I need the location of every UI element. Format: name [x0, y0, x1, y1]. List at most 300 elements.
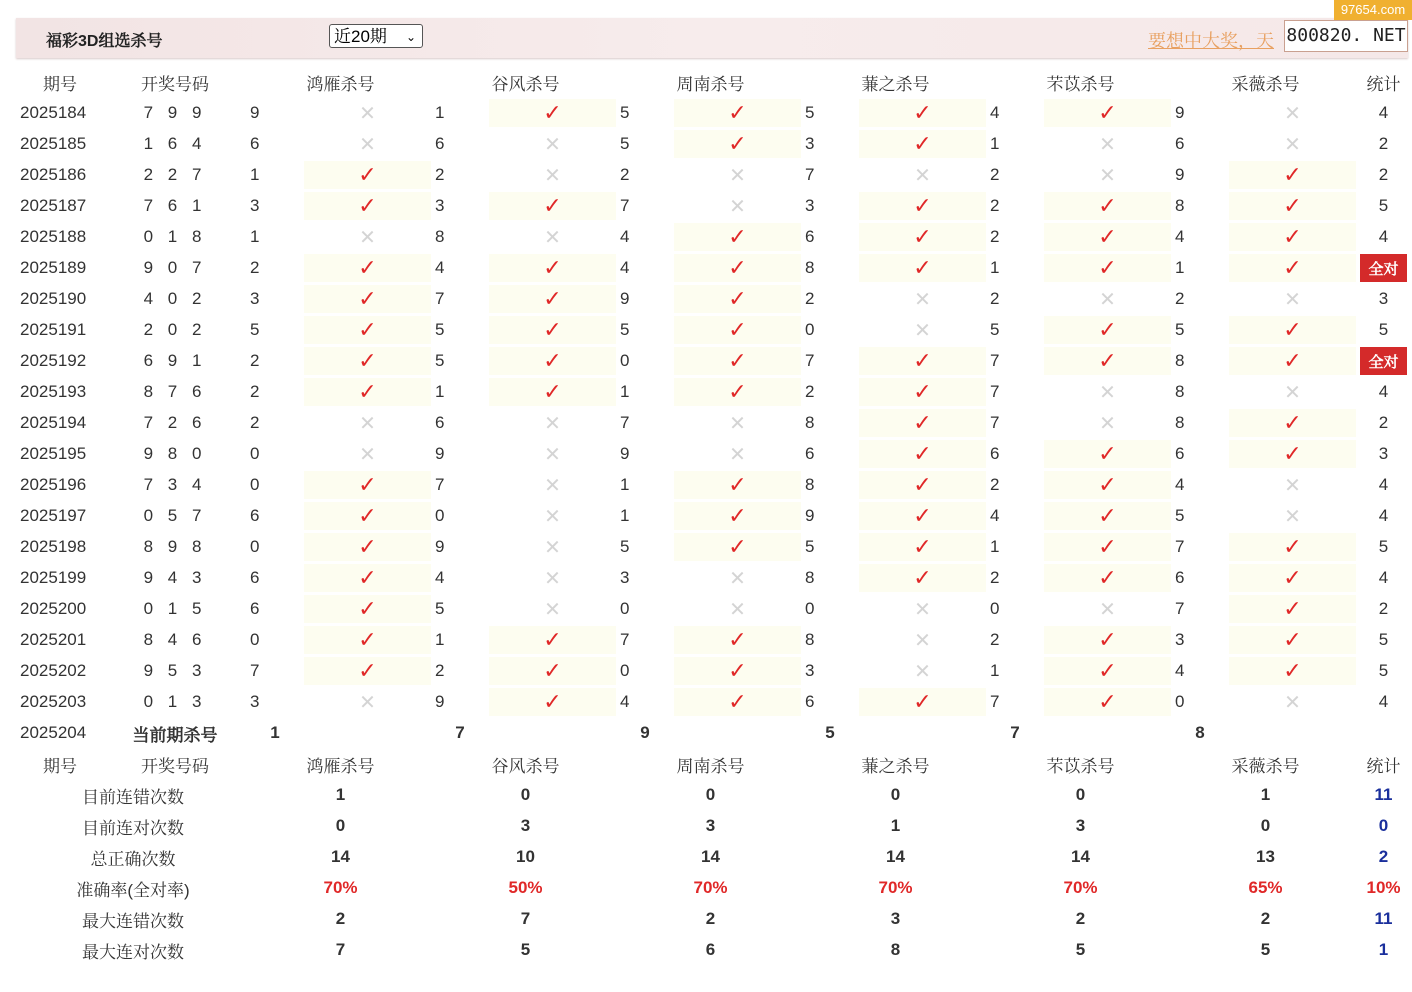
- draw-number-cell: 1 6 4: [104, 130, 246, 158]
- check-icon: ✓: [358, 162, 377, 187]
- check-icon: ✓: [358, 472, 377, 497]
- result-cell: [674, 533, 801, 561]
- summary-label: 最大连错次数: [20, 905, 246, 933]
- cross-icon: ✕: [544, 567, 561, 590]
- result-cell: [1229, 595, 1356, 623]
- summary-value: 0: [435, 781, 616, 809]
- result-cell: [1044, 502, 1171, 530]
- result-cell: [674, 99, 801, 127]
- draw-number-cell: 0 5 7: [104, 502, 246, 530]
- check-icon: ✓: [1098, 472, 1117, 497]
- kill-number-cell: 1: [435, 99, 485, 127]
- kill-number-cell: 1: [1175, 254, 1225, 282]
- stat-cell: 3: [1360, 440, 1407, 468]
- check-icon: ✓: [1098, 255, 1117, 280]
- summary-header-row: [20, 750, 1407, 778]
- table-row: [20, 378, 1407, 406]
- result-cell: [304, 223, 431, 251]
- summary-stat: 1: [1360, 936, 1407, 964]
- kill-number-cell: 8: [1175, 192, 1225, 220]
- kill-number-cell: 5: [620, 533, 670, 561]
- col-header-expert: 鸿雁杀号: [250, 68, 431, 96]
- check-icon: ✓: [358, 348, 377, 373]
- summary-stat: 10%: [1360, 874, 1407, 902]
- check-icon: ✓: [1098, 317, 1117, 342]
- summary-value: 70%: [620, 874, 801, 902]
- kill-number-cell: 3: [250, 192, 300, 220]
- cross-icon: ✕: [359, 226, 376, 249]
- kill-number-cell: 0: [620, 657, 670, 685]
- summary-value: 2: [620, 905, 801, 933]
- kill-number-cell: 8: [805, 626, 855, 654]
- kill-number-cell: 6: [805, 688, 855, 716]
- summary-value: 70%: [805, 874, 986, 902]
- check-icon: ✓: [913, 100, 932, 125]
- kill-number-cell: 7: [805, 161, 855, 189]
- result-cell: [859, 471, 986, 499]
- period-cell: 2025189: [20, 254, 100, 282]
- period-cell: 2025204: [20, 719, 100, 747]
- check-icon: ✓: [1283, 627, 1302, 652]
- summary-value: 0: [1175, 812, 1356, 840]
- result-cell: [859, 502, 986, 530]
- result-cell: [674, 378, 801, 406]
- kill-number-cell: 6: [250, 564, 300, 592]
- marquee-text[interactable]: 要想中大奖，天: [1148, 31, 1274, 51]
- cross-icon: ✕: [914, 319, 931, 342]
- summary-value: 0: [990, 781, 1171, 809]
- current-kill-number: 8: [1175, 719, 1225, 747]
- draw-number-cell: 7 6 1: [104, 192, 246, 220]
- cross-icon: ✕: [544, 474, 561, 497]
- check-icon: ✓: [728, 317, 747, 342]
- kill-number-cell: 4: [435, 254, 485, 282]
- check-icon: ✓: [913, 255, 932, 280]
- summary-row: [20, 936, 1407, 964]
- result-cell: [1044, 657, 1171, 685]
- site-box: 800820. NET: [1284, 20, 1408, 52]
- result-cell: [859, 192, 986, 220]
- check-icon: ✓: [543, 689, 562, 714]
- kill-number-cell: 7: [435, 285, 485, 313]
- kill-number-cell: 5: [805, 533, 855, 561]
- check-icon: ✓: [1098, 193, 1117, 218]
- stat-cell: 4: [1360, 471, 1407, 499]
- kill-number-cell: 4: [990, 502, 1040, 530]
- result-cell: [1044, 440, 1171, 468]
- col-header-expert: 芣苡杀号: [990, 68, 1171, 96]
- kill-number-cell: 3: [250, 688, 300, 716]
- result-cell: [1229, 657, 1356, 685]
- result-cell: [1044, 688, 1171, 716]
- current-kill-empty: [1044, 719, 1171, 747]
- current-kill-number: 1: [250, 719, 300, 747]
- result-cell: [304, 130, 431, 158]
- result-cell: [859, 657, 986, 685]
- result-cell: [674, 440, 801, 468]
- check-icon: ✓: [543, 193, 562, 218]
- kill-number-cell: 4: [620, 223, 670, 251]
- check-icon: ✓: [1283, 162, 1302, 187]
- check-icon: ✓: [728, 472, 747, 497]
- watermark: 97654.com: [1334, 0, 1412, 20]
- cross-icon: ✕: [729, 195, 746, 218]
- cross-icon: ✕: [544, 226, 561, 249]
- result-cell: [674, 254, 801, 282]
- result-cell: [1044, 192, 1171, 220]
- kill-number-cell: 3: [805, 130, 855, 158]
- draw-number-cell: 2 0 2: [104, 316, 246, 344]
- kill-number-cell: 1: [990, 657, 1040, 685]
- period-cell: 2025184: [20, 99, 100, 127]
- col-header-expert: 采薇杀号: [1175, 68, 1356, 96]
- table-row: [20, 440, 1407, 468]
- draw-number-cell: 8 9 8: [104, 533, 246, 561]
- result-cell: [489, 409, 616, 437]
- cross-icon: ✕: [914, 288, 931, 311]
- result-cell: [674, 161, 801, 189]
- kill-number-cell: 8: [805, 254, 855, 282]
- cross-icon: ✕: [359, 102, 376, 125]
- result-cell: [1044, 285, 1171, 313]
- result-cell: [1044, 316, 1171, 344]
- col-header-stat: 统计: [1360, 750, 1407, 778]
- period-cell: 2025197: [20, 502, 100, 530]
- summary-value: 2: [1175, 905, 1356, 933]
- col-header-period: 期号: [20, 68, 100, 96]
- result-cell: [304, 440, 431, 468]
- check-icon: ✓: [728, 131, 747, 156]
- table-row: [20, 130, 1407, 158]
- result-cell: [674, 130, 801, 158]
- summary-value: 1: [250, 781, 431, 809]
- check-icon: ✓: [1098, 348, 1117, 373]
- summary-value: 14: [805, 843, 986, 871]
- check-icon: ✓: [1098, 100, 1117, 125]
- result-cell: [1044, 130, 1171, 158]
- kill-number-cell: 9: [1175, 99, 1225, 127]
- period-select[interactable]: [329, 24, 423, 48]
- result-cell: [489, 440, 616, 468]
- cross-icon: ✕: [914, 660, 931, 683]
- summary-value: 8: [805, 936, 986, 964]
- check-icon: ✓: [358, 379, 377, 404]
- kill-number-cell: 6: [1175, 440, 1225, 468]
- kill-number-cell: 8: [435, 223, 485, 251]
- stat-cell: 2: [1360, 130, 1407, 158]
- check-icon: ✓: [913, 441, 932, 466]
- kill-number-cell: 1: [435, 378, 485, 406]
- cross-icon: ✕: [914, 629, 931, 652]
- kill-number-cell: 9: [1175, 161, 1225, 189]
- result-cell: [489, 192, 616, 220]
- check-icon: ✓: [358, 193, 377, 218]
- draw-number-cell: 9 8 0: [104, 440, 246, 468]
- summary-label: 总正确次数: [20, 843, 246, 871]
- result-cell: [1044, 626, 1171, 654]
- result-cell: [1229, 502, 1356, 530]
- kill-number-cell: 0: [990, 595, 1040, 623]
- table-row: [20, 688, 1407, 716]
- col-header-stat: 统计: [1360, 68, 1407, 96]
- check-icon: ✓: [1283, 348, 1302, 373]
- result-cell: [674, 688, 801, 716]
- check-icon: ✓: [1098, 689, 1117, 714]
- kill-number-cell: 6: [1175, 130, 1225, 158]
- page-title: 福彩3D组选杀号: [46, 33, 163, 50]
- result-cell: [859, 99, 986, 127]
- period-cell: 2025199: [20, 564, 100, 592]
- col-header-expert: 蒹之杀号: [805, 68, 986, 96]
- kill-number-cell: 4: [990, 99, 1040, 127]
- col-header-expert: 周南杀号: [620, 750, 801, 778]
- summary-stat: 2: [1360, 843, 1407, 871]
- stat-cell: 5: [1360, 657, 1407, 685]
- cross-icon: ✕: [359, 691, 376, 714]
- draw-number-cell: 0 1 3: [104, 688, 246, 716]
- period-cell: 2025193: [20, 378, 100, 406]
- cross-icon: ✕: [1284, 691, 1301, 714]
- summary-value: 6: [620, 936, 801, 964]
- kill-number-cell: 5: [990, 316, 1040, 344]
- kill-number-cell: 6: [250, 130, 300, 158]
- result-cell: [674, 595, 801, 623]
- draw-number-cell: 8 4 6: [104, 626, 246, 654]
- kill-number-cell: 8: [805, 564, 855, 592]
- result-cell: [304, 471, 431, 499]
- kill-number-cell: 7: [620, 409, 670, 437]
- draw-number-cell: 0 1 8: [104, 223, 246, 251]
- cross-icon: ✕: [544, 598, 561, 621]
- summary-value: 50%: [435, 874, 616, 902]
- kill-number-cell: 4: [435, 564, 485, 592]
- current-kill-label: 当前期杀号: [104, 719, 246, 747]
- kill-number-cell: 5: [435, 595, 485, 623]
- summary-value: 1: [805, 812, 986, 840]
- draw-number-cell: 2 2 7: [104, 161, 246, 189]
- kill-number-cell: 6: [990, 440, 1040, 468]
- check-icon: ✓: [913, 565, 932, 590]
- result-cell: [489, 99, 616, 127]
- result-cell: [489, 130, 616, 158]
- check-icon: ✓: [358, 255, 377, 280]
- kill-number-cell: 3: [250, 285, 300, 313]
- kill-number-cell: 5: [435, 316, 485, 344]
- summary-value: 0: [805, 781, 986, 809]
- draw-number-cell: 4 0 2: [104, 285, 246, 313]
- cross-icon: ✕: [729, 598, 746, 621]
- result-cell: [859, 378, 986, 406]
- summary-row: [20, 781, 1407, 809]
- stat-cell: 4: [1360, 99, 1407, 127]
- result-cell: [1229, 440, 1356, 468]
- result-cell: [304, 99, 431, 127]
- cross-icon: ✕: [1284, 102, 1301, 125]
- check-icon: ✓: [728, 224, 747, 249]
- col-header-draw: 开奖号码: [104, 750, 246, 778]
- check-icon: ✓: [913, 348, 932, 373]
- result-cell: [674, 626, 801, 654]
- summary-label: 最大连对次数: [20, 936, 246, 964]
- table-row: [20, 533, 1407, 561]
- all-correct-badge: 全对: [1360, 347, 1407, 375]
- check-icon: ✓: [913, 379, 932, 404]
- summary-value: 0: [250, 812, 431, 840]
- stat-cell: 5: [1360, 533, 1407, 561]
- result-cell: [304, 316, 431, 344]
- kill-number-cell: 5: [1175, 316, 1225, 344]
- kill-number-cell: 6: [250, 502, 300, 530]
- cross-icon: ✕: [544, 133, 561, 156]
- period-cell: 2025185: [20, 130, 100, 158]
- kill-number-cell: 9: [620, 440, 670, 468]
- current-kill-number: 7: [435, 719, 485, 747]
- period-cell: 2025192: [20, 347, 100, 375]
- kill-number-cell: 6: [435, 409, 485, 437]
- summary-value: 3: [435, 812, 616, 840]
- check-icon: ✓: [1283, 596, 1302, 621]
- kill-number-cell: 4: [620, 254, 670, 282]
- result-cell: [674, 285, 801, 313]
- col-header-expert: 芣苡杀号: [990, 750, 1171, 778]
- stat-cell: 4: [1360, 502, 1407, 530]
- table-row: [20, 564, 1407, 592]
- kill-number-cell: 3: [620, 564, 670, 592]
- result-cell: [1044, 595, 1171, 623]
- check-icon: ✓: [1283, 224, 1302, 249]
- kill-number-cell: 1: [990, 254, 1040, 282]
- kill-number-cell: 6: [1175, 564, 1225, 592]
- kill-number-cell: 7: [250, 657, 300, 685]
- result-cell: [304, 254, 431, 282]
- kill-number-cell: 7: [990, 378, 1040, 406]
- kill-number-cell: 9: [435, 533, 485, 561]
- cross-icon: ✕: [1099, 164, 1116, 187]
- check-icon: ✓: [1098, 565, 1117, 590]
- result-cell: [859, 409, 986, 437]
- kill-number-cell: 4: [1175, 471, 1225, 499]
- check-icon: ✓: [358, 565, 377, 590]
- result-cell: [1229, 347, 1356, 375]
- kill-number-cell: 8: [805, 409, 855, 437]
- kill-number-cell: 6: [805, 440, 855, 468]
- result-cell: [489, 316, 616, 344]
- stat-cell: 5: [1360, 316, 1407, 344]
- result-cell: [859, 223, 986, 251]
- summary-value: 0: [620, 781, 801, 809]
- kill-number-cell: 2: [250, 378, 300, 406]
- result-cell: [859, 161, 986, 189]
- table-row: [20, 192, 1407, 220]
- summary-label: 目前连错次数: [20, 781, 246, 809]
- kill-number-cell: 5: [805, 99, 855, 127]
- result-cell: [674, 502, 801, 530]
- check-icon: ✓: [358, 596, 377, 621]
- table-row: [20, 657, 1407, 685]
- summary-value: 5: [435, 936, 616, 964]
- summary-value: 7: [250, 936, 431, 964]
- stat-cell: 4: [1360, 223, 1407, 251]
- result-cell: [304, 564, 431, 592]
- check-icon: ✓: [358, 317, 377, 342]
- check-icon: ✓: [728, 627, 747, 652]
- kill-number-cell: 8: [805, 471, 855, 499]
- kill-number-cell: 6: [250, 595, 300, 623]
- result-cell: [1044, 564, 1171, 592]
- summary-value: 14: [990, 843, 1171, 871]
- check-icon: ✓: [728, 286, 747, 311]
- kill-number-cell: 5: [620, 130, 670, 158]
- period-cell: 2025198: [20, 533, 100, 561]
- draw-number-cell: 7 2 6: [104, 409, 246, 437]
- draw-number-cell: 6 9 1: [104, 347, 246, 375]
- kill-number-cell: 2: [990, 192, 1040, 220]
- check-icon: ✓: [728, 689, 747, 714]
- draw-number-cell: 9 5 3: [104, 657, 246, 685]
- result-cell: [1044, 471, 1171, 499]
- kill-number-cell: 7: [990, 347, 1040, 375]
- table-row: [20, 626, 1407, 654]
- summary-value: 10: [435, 843, 616, 871]
- result-cell: [304, 595, 431, 623]
- result-cell: [1229, 223, 1356, 251]
- kill-number-cell: 9: [435, 688, 485, 716]
- result-cell: [304, 409, 431, 437]
- kill-number-cell: 9: [805, 502, 855, 530]
- check-icon: ✓: [543, 627, 562, 652]
- check-icon: ✓: [1098, 224, 1117, 249]
- result-cell: [304, 192, 431, 220]
- check-icon: ✓: [358, 658, 377, 683]
- result-cell: [304, 378, 431, 406]
- kill-table: [16, 65, 1411, 967]
- check-icon: ✓: [543, 317, 562, 342]
- kill-number-cell: 7: [620, 626, 670, 654]
- kill-number-cell: 4: [1175, 657, 1225, 685]
- col-header-period: 期号: [20, 750, 100, 778]
- table-row: [20, 502, 1407, 530]
- kill-number-cell: 8: [1175, 378, 1225, 406]
- result-cell: [304, 347, 431, 375]
- kill-number-cell: 2: [435, 161, 485, 189]
- check-icon: ✓: [1283, 441, 1302, 466]
- check-icon: ✓: [913, 472, 932, 497]
- top-bar: [16, 18, 1408, 58]
- result-cell: [1044, 161, 1171, 189]
- result-cell: [674, 657, 801, 685]
- check-icon: ✓: [728, 100, 747, 125]
- kill-number-cell: 1: [435, 626, 485, 654]
- period-cell: 2025194: [20, 409, 100, 437]
- kill-number-cell: 5: [620, 99, 670, 127]
- check-icon: ✓: [1098, 441, 1117, 466]
- cross-icon: ✕: [729, 443, 746, 466]
- kill-number-cell: 9: [435, 440, 485, 468]
- kill-number-cell: 2: [620, 161, 670, 189]
- kill-number-cell: 0: [1175, 688, 1225, 716]
- cross-icon: ✕: [914, 164, 931, 187]
- result-cell: [489, 347, 616, 375]
- kill-number-cell: 4: [1175, 223, 1225, 251]
- result-cell: [1229, 564, 1356, 592]
- result-cell: [304, 657, 431, 685]
- kill-number-cell: 5: [1175, 502, 1225, 530]
- kill-number-cell: 1: [990, 130, 1040, 158]
- check-icon: ✓: [728, 255, 747, 280]
- summary-value: 3: [990, 812, 1171, 840]
- check-icon: ✓: [913, 503, 932, 528]
- summary-row: [20, 874, 1407, 902]
